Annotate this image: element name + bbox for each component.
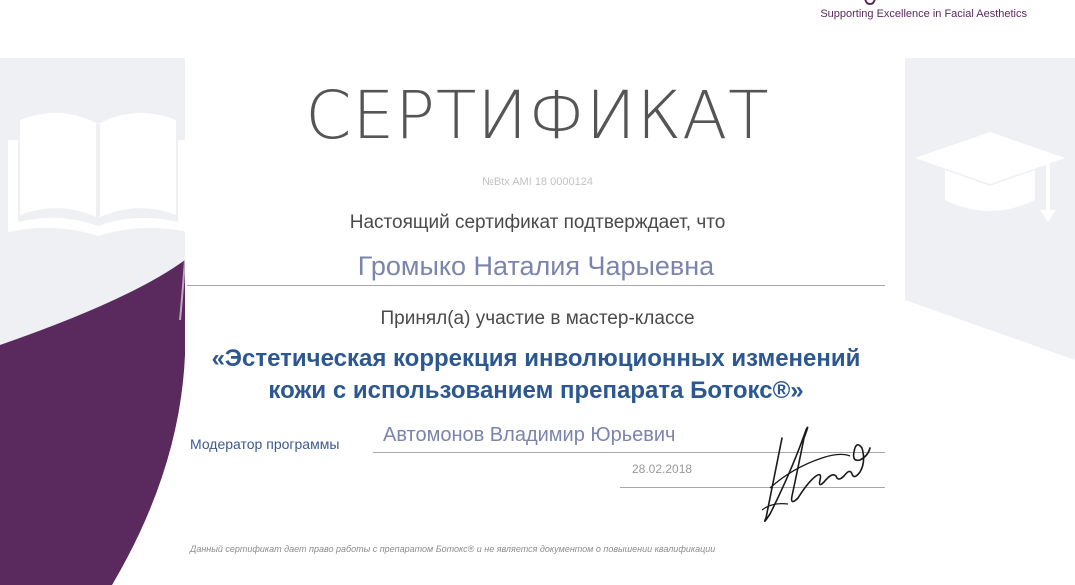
moderator-label: Модератор программы	[190, 436, 340, 452]
participation-text: Принял(а) участие в мастер-классе	[380, 308, 695, 329]
brand-logo-icon	[863, 0, 877, 6]
moderator-name: Автомонов Владимир Юрьевич	[383, 424, 676, 446]
course-title-line-2: кожи с использованием препарата Ботокс®»	[268, 377, 804, 404]
certificate-title: СЕРТИФИКАТ	[305, 77, 770, 154]
signature-icon	[752, 418, 882, 528]
certificate-footnote: Данный сертификат дает право работы с препаратом Ботокс® и не является документом о повышении квалификации	[190, 544, 716, 554]
brand-tagline: Supporting Excellence in Facial Aesthetics	[820, 8, 1027, 20]
recipient-name: Громыко Наталия Чарыевна	[357, 251, 715, 281]
issue-date: 28.02.2018	[632, 462, 693, 476]
certificate-serial-number: №Btx AMI 18 0000124	[482, 176, 593, 188]
recipient-underline	[187, 285, 885, 286]
course-title-line-1: «Эстетическая коррекция инволюционных изменений	[211, 345, 861, 372]
course-title	[187, 343, 885, 407]
confirmation-text: Настоящий сертификат подтверждает, что	[349, 212, 726, 233]
